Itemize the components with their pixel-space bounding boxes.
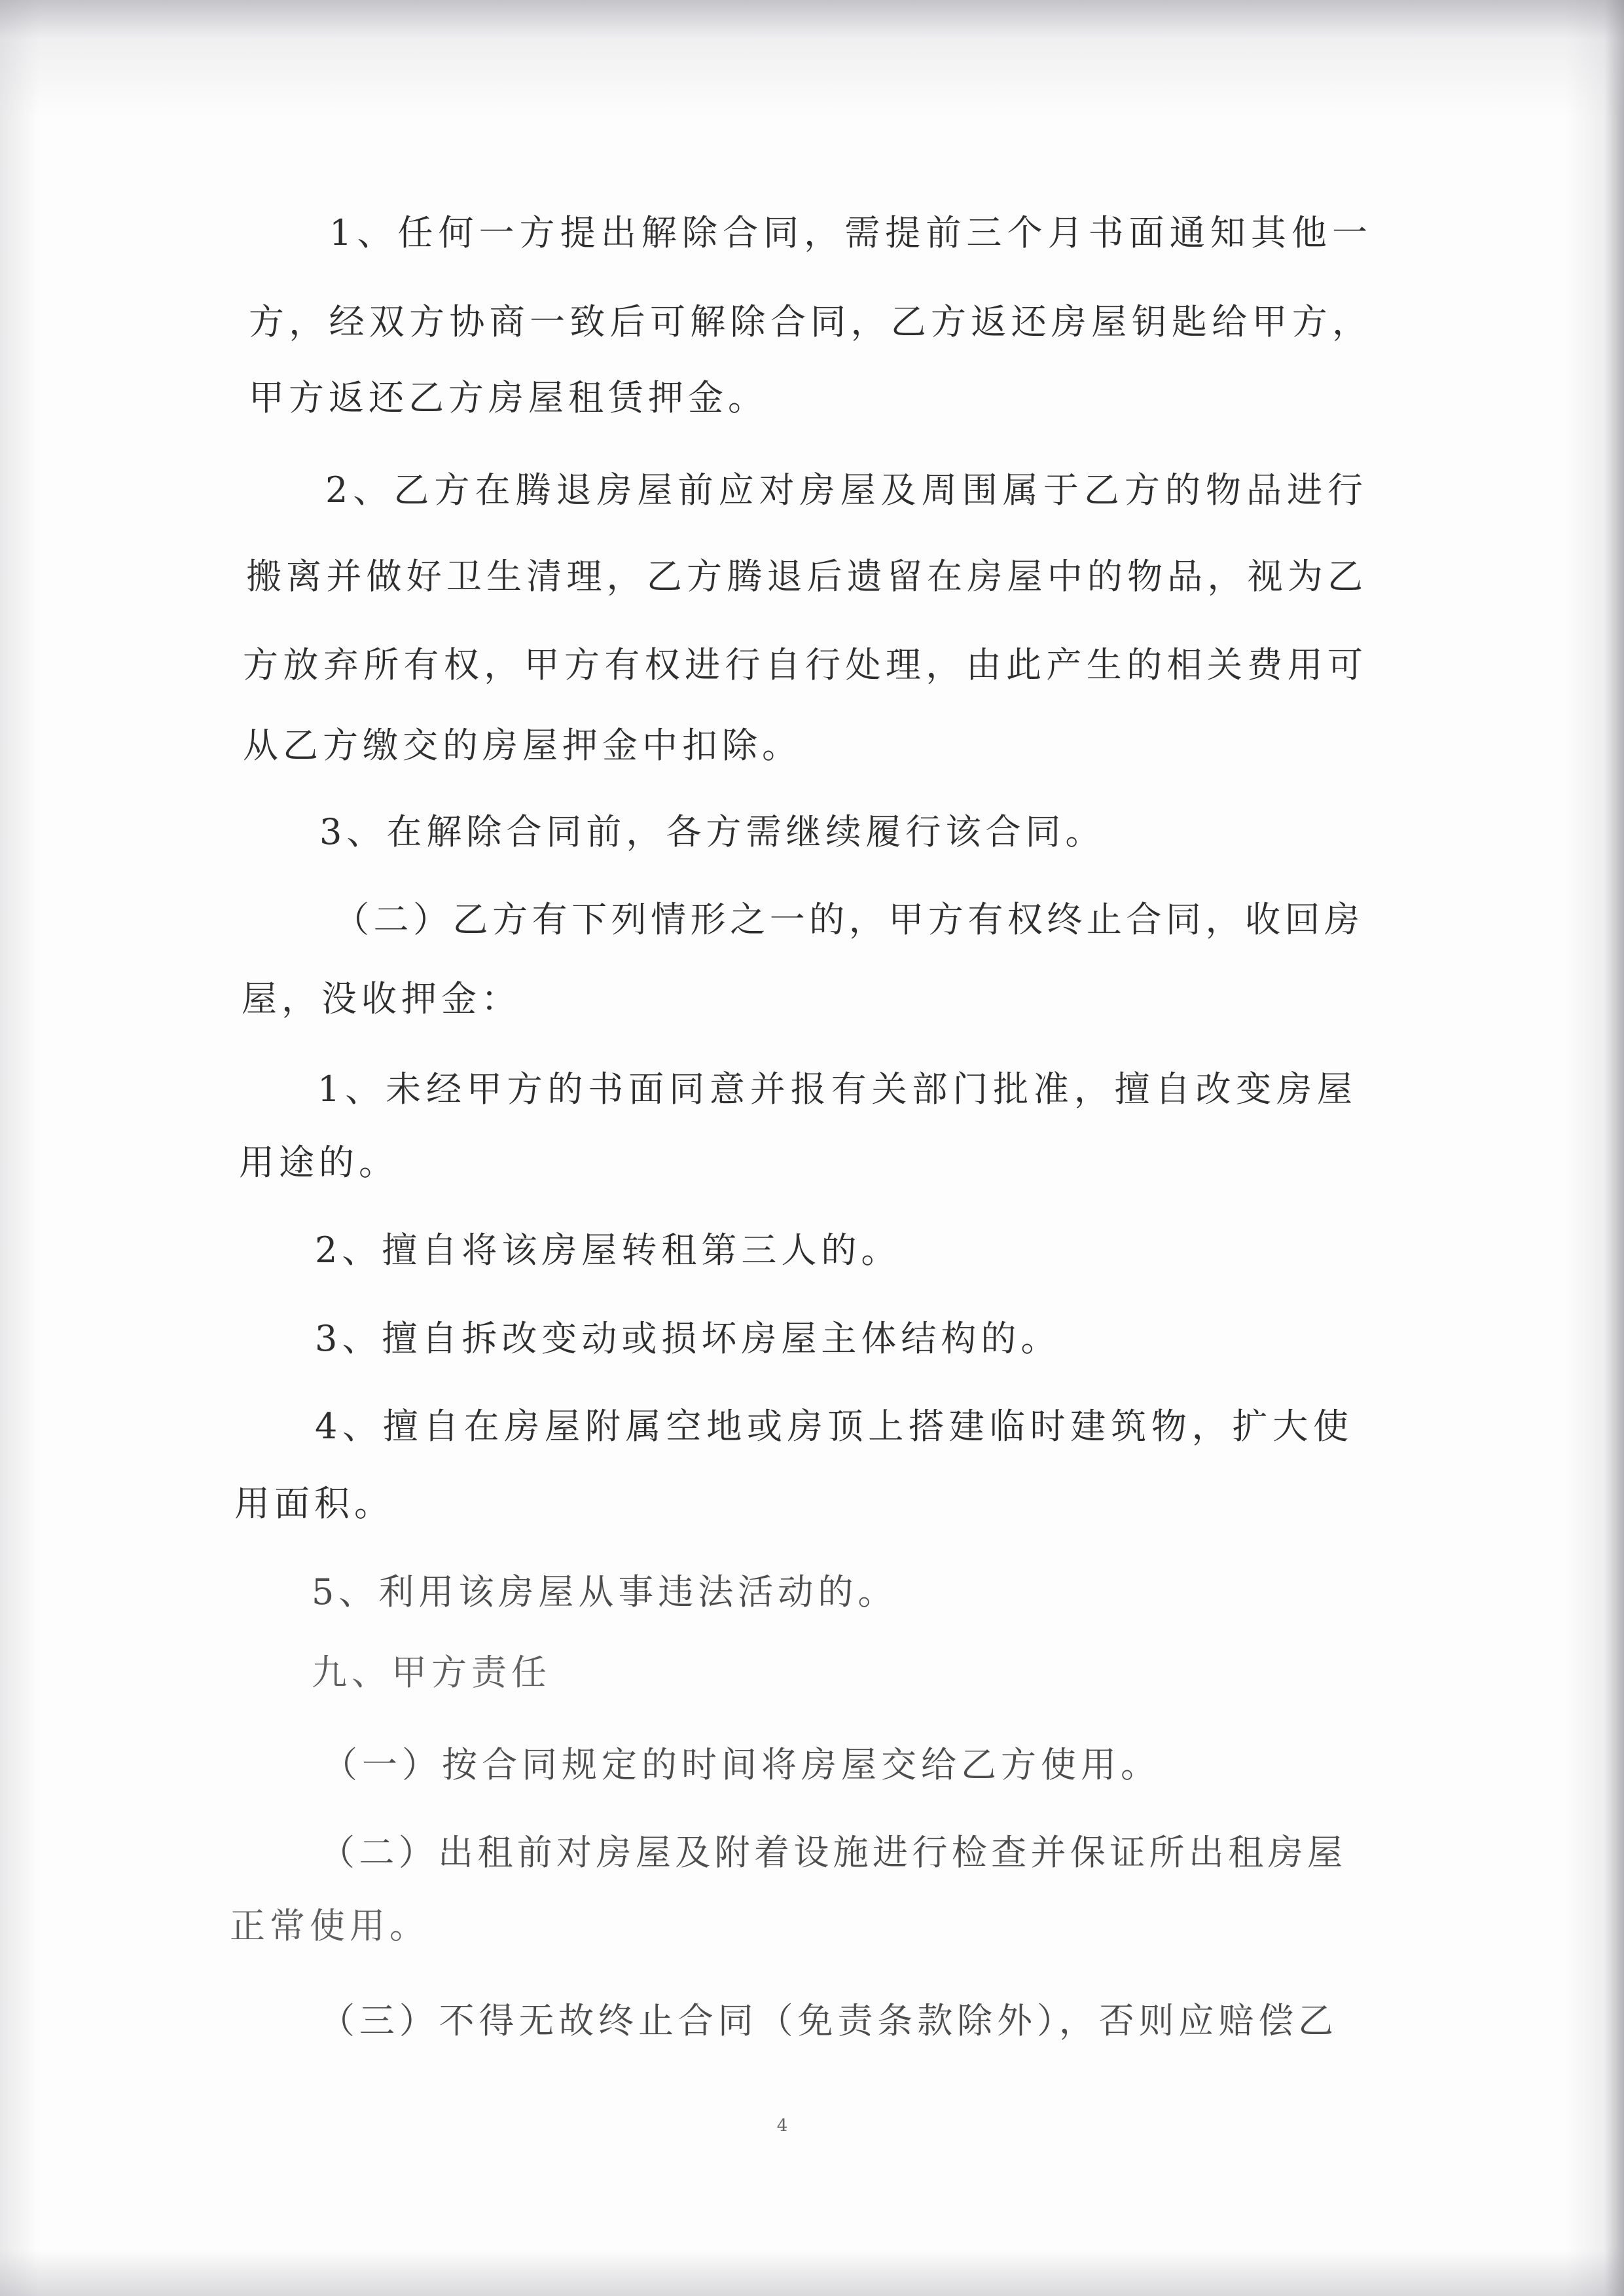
text-line: 用面积。 xyxy=(234,1483,394,1524)
section-heading: 九、甲方责任 xyxy=(312,1652,551,1693)
text-line: 2、擅自将该房屋转租第三人的。 xyxy=(315,1230,901,1271)
text-line: （二）乙方有下列情形之一的，甲方有权终止合同，收回房 xyxy=(334,899,1362,940)
text-line: 3、擅自拆改变动或损坏房屋主体结构的。 xyxy=(315,1318,1061,1359)
text-line: （三）不得无故终止合同（免责条款除外），否则应赔偿乙 xyxy=(319,2000,1335,2041)
text-line: 甲方返还乙方房屋租赁押金。 xyxy=(249,377,768,418)
text-line: 正常使用。 xyxy=(230,1905,429,1946)
text-line: 5、利用该房屋从事违法活动的。 xyxy=(312,1571,898,1613)
text-line: 4、擅自在房屋附属空地或房顶上搭建临时建筑物，扩大使 xyxy=(315,1406,1350,1447)
text-line: 1、任何一方提出解除合同，需提前三个月书面通知其他一 xyxy=(329,212,1369,253)
text-line: 搬离并做好卫生清理，乙方腾退后遗留在房屋中的物品，视为乙 xyxy=(246,556,1365,597)
text-line: 方，经双方协商一致后可解除合同，乙方返还房屋钥匙给甲方， xyxy=(249,301,1369,342)
text-line: （一）按合同规定的时间将房屋交给乙方使用。 xyxy=(322,1744,1161,1785)
text-line: 1、未经甲方的书面同意并报有关部门批准，擅自改变房屋 xyxy=(317,1068,1354,1110)
scan-shadow xyxy=(0,2250,1624,2296)
text-line: 用途的。 xyxy=(239,1142,399,1183)
text-line: （二）出租前对房屋及附着设施进行检查并保证所出租房屋 xyxy=(319,1832,1344,1873)
text-line: 方放弃所有权，甲方有权进行自行处理，由此产生的相关费用可 xyxy=(243,644,1365,685)
text-line: 屋，没收押金： xyxy=(242,978,521,1019)
page-number: 4 xyxy=(776,2116,788,2136)
text-line: 从乙方缴交的房屋押金中扣除。 xyxy=(243,725,802,766)
text-line: 2、乙方在腾退房屋前应对房屋及周围属于乙方的物品进行 xyxy=(325,469,1365,511)
text-line: 3、在解除合同前，各方需继续履行该合同。 xyxy=(319,811,1106,852)
